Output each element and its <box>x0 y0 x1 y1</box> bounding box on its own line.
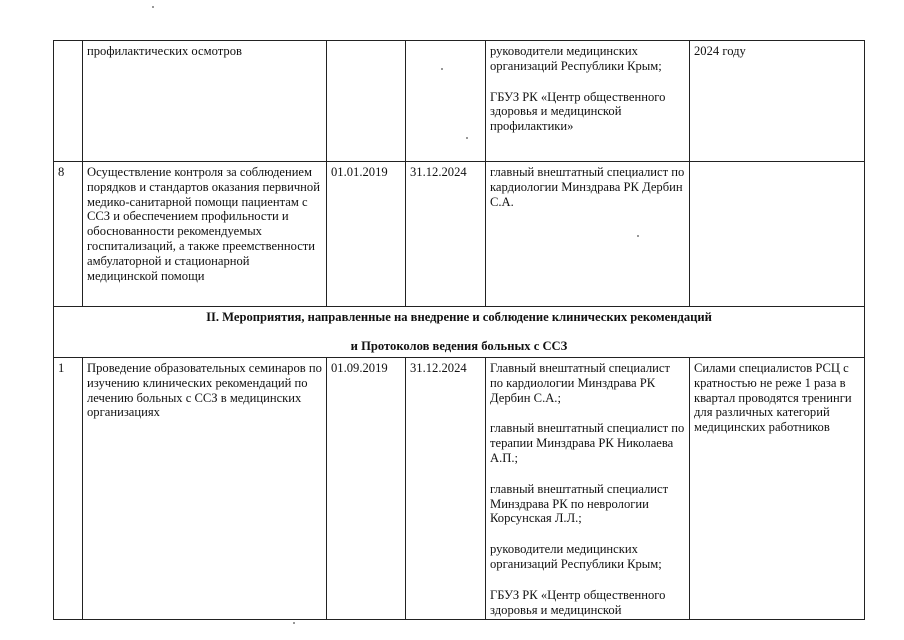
responsible-entry: ГБУЗ РК «Центр общественного здоровья и медицинской профилактики» <box>490 89 666 134</box>
result-cell: 2024 году <box>690 41 865 162</box>
row-number-cell <box>54 41 83 162</box>
activity-cell: профилактических осмотров <box>83 41 327 162</box>
scan-speck <box>637 235 639 237</box>
responsible-entry: главный внештатный специалист по терапии Минздрава РК Николаева А.П.; <box>490 421 685 465</box>
scan-speck <box>441 68 443 70</box>
row-number-cell: 1 <box>54 358 83 620</box>
responsible-cell <box>486 358 690 620</box>
start-date-cell: 01.01.2019 <box>327 162 406 307</box>
responsible-cell <box>486 162 690 307</box>
start-date-cell: 01.09.2019 <box>327 358 406 620</box>
scan-speck <box>466 137 468 139</box>
table-row <box>54 162 865 307</box>
responsible-entry: главный внештатный специалист Минздрава РК по неврологии Корсунская Л.Л.; <box>490 481 669 526</box>
result-cell <box>690 162 865 307</box>
activity-cell: Проведение образовательных семинаров по изучению клинических рекомендаций по лечению больных с ССЗ в медицинских организациях <box>83 358 327 620</box>
start-date-cell <box>327 41 406 162</box>
table-row <box>54 41 865 162</box>
result-cell: Силами специалистов РСЦ с кратностью не реже 1 раза в квартал проводятся тренинги для различных категорий медицинских работников <box>690 358 865 620</box>
row-number-cell: 8 <box>54 162 83 307</box>
scan-speck <box>152 6 154 8</box>
activity-cell: Осуществление контроля за соблюдением порядков и стандартов оказания первичной медико-санитарной помощи пациентам с ССЗ и обеспечением профильности и обоснованности рекомендуемых госпитализаций, а также преемственности амбулаторной и стационарной медицинской помощи <box>83 162 327 307</box>
responsible-entry: руководители медицинских организаций Республики Крым; <box>490 44 662 73</box>
end-date-cell: 31.12.2024 <box>406 162 486 307</box>
table-row <box>54 358 865 620</box>
scan-speck <box>293 622 295 624</box>
section-title-line: II. Мероприятия, направленные на внедрение и соблюдение клинических рекомендаций <box>206 310 712 324</box>
end-date-cell <box>406 41 486 162</box>
section-header-row <box>54 307 865 358</box>
section-title-line: и Протоколов ведения больных с ССЗ <box>350 338 568 353</box>
responsible-entry: руководители медицинских организаций Республики Крым; <box>490 542 662 571</box>
responsible-entry: главный внештатный специалист по кардиологии Минздрава РК Дербин С.А. <box>490 165 685 209</box>
end-date-cell: 31.12.2024 <box>406 358 486 620</box>
responsible-entry: Главный внештатный специалист по кардиологии Минздрава РК Дербин С.А.; <box>490 361 670 405</box>
section-heading <box>54 307 865 358</box>
responsible-cell <box>486 41 690 162</box>
responsible-entry: ГБУЗ РК «Центр общественного здоровья и медицинской <box>490 587 666 617</box>
plan-table <box>53 40 865 620</box>
